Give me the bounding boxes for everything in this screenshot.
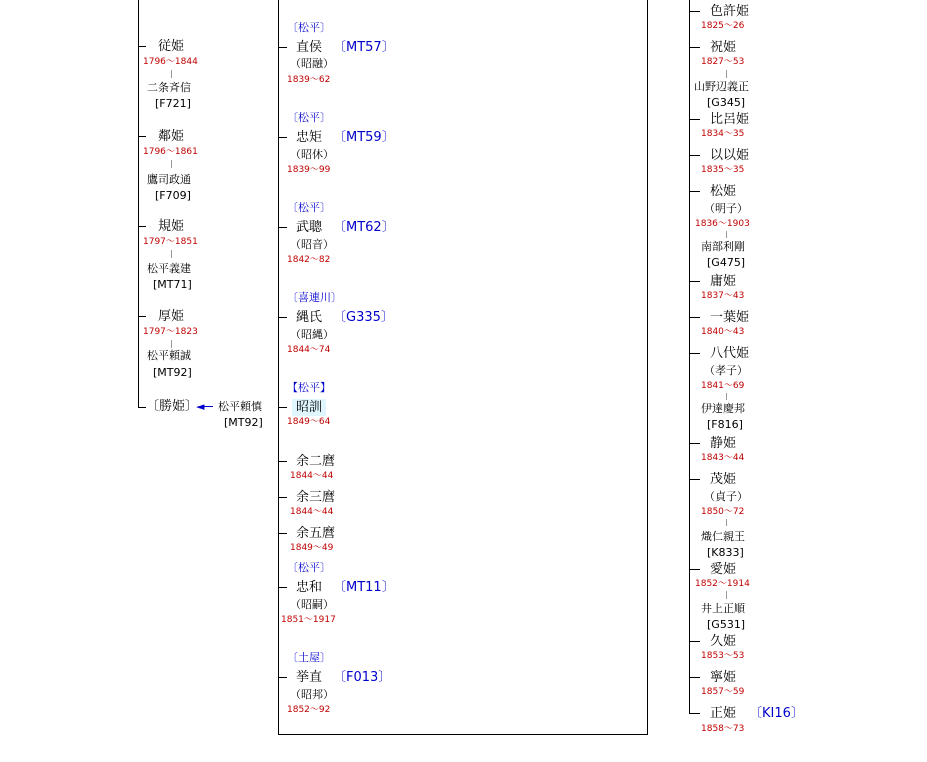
person-years: 1858〜73 xyxy=(701,724,745,734)
left-trunk-line xyxy=(138,0,139,408)
person-ref-link[interactable]: 〔MT59〕 xyxy=(333,130,395,145)
branch-line xyxy=(279,587,287,588)
clan-label: 〔松平〕 xyxy=(287,21,331,34)
person-alias: （昭邦） xyxy=(290,688,334,701)
adopter-ref[interactable]: [MT92] xyxy=(224,416,263,429)
branch-line xyxy=(279,461,287,462)
person-name[interactable]: 鄰姫 xyxy=(158,129,185,144)
person-name[interactable]: 八代姫 xyxy=(710,346,750,361)
person-ref-link[interactable]: 〔MT62〕 xyxy=(333,220,395,235)
person-name[interactable]: 比呂姫 xyxy=(710,112,750,127)
person-name[interactable]: 庸姫 xyxy=(710,274,737,289)
person-ref-link[interactable]: 〔MT11〕 xyxy=(333,580,395,595)
branch-line xyxy=(689,281,700,282)
person-years: 1797〜1851 xyxy=(143,237,198,247)
branch-line xyxy=(689,569,700,570)
person-name[interactable]: 祝姫 xyxy=(710,40,737,55)
person-years: 1843〜44 xyxy=(701,453,745,463)
spouse-ref[interactable]: [MT92] xyxy=(153,366,192,379)
spouse-name[interactable]: 松平頼誠 xyxy=(147,349,191,362)
marriage-line xyxy=(726,393,727,400)
person-years: 1857〜59 xyxy=(701,687,745,697)
person-years: 1796〜1861 xyxy=(143,147,198,157)
person-years: 1839〜99 xyxy=(287,165,331,175)
branch-line xyxy=(279,137,287,138)
marriage-line xyxy=(171,250,172,258)
branch-line xyxy=(689,353,700,354)
branch-line xyxy=(138,316,146,317)
person-name[interactable]: 余二麿 xyxy=(296,454,336,469)
person-ref-link[interactable]: 〔F013〕 xyxy=(333,670,392,685)
person-name[interactable]: 厚姫 xyxy=(158,309,185,324)
spouse-ref[interactable]: [MT71] xyxy=(153,278,192,291)
marriage-line xyxy=(726,591,727,599)
person-years: 1849〜64 xyxy=(287,417,331,427)
person-alias: （明子） xyxy=(704,202,748,215)
person-alias: （昭音） xyxy=(290,238,334,251)
branch-line xyxy=(138,407,146,408)
person-name[interactable]: 色許姫 xyxy=(710,4,750,19)
person-ref-link[interactable]: 〔G335〕 xyxy=(333,310,394,325)
person-years: 1796〜1844 xyxy=(143,57,198,67)
person-name[interactable]: 静姫 xyxy=(710,436,737,451)
person-years: 1835〜35 xyxy=(701,165,745,175)
clan-label: 〔松平〕 xyxy=(287,111,331,124)
branch-line xyxy=(138,136,146,137)
person-alias: （昭融） xyxy=(290,57,334,70)
person-name[interactable]: 寧姫 xyxy=(710,670,737,685)
person-name[interactable]: 従姫 xyxy=(158,39,185,54)
branch-line xyxy=(689,317,700,318)
arrow-left-icon: ◄ xyxy=(196,400,205,413)
spouse-ref[interactable]: [F816] xyxy=(707,418,743,431)
spouse-name[interactable]: 山野辺義正 xyxy=(694,80,749,93)
branch-line xyxy=(689,713,700,714)
person-years: 1825〜26 xyxy=(701,21,745,31)
clan-label: 〔土屋〕 xyxy=(287,651,331,664)
spouse-name[interactable]: 南部利剛 xyxy=(701,240,745,253)
branch-line xyxy=(689,47,700,48)
person-alias: （昭嗣） xyxy=(290,598,334,611)
person-years: 1827〜53 xyxy=(701,57,745,67)
spouse-ref[interactable]: [K833] xyxy=(707,546,744,559)
spouse-name[interactable]: 井上正順 xyxy=(701,602,745,615)
person-alias: （貞子） xyxy=(704,490,748,503)
person-years: 1844〜44 xyxy=(290,507,334,517)
branch-line xyxy=(279,407,287,408)
arrow-shaft xyxy=(204,406,213,407)
branch-line xyxy=(689,677,700,678)
person-name[interactable]: 挙直 xyxy=(296,670,323,685)
branch-line xyxy=(279,227,287,228)
spouse-name[interactable]: 二条斉信 xyxy=(147,81,191,94)
person-years: 1850〜72 xyxy=(701,507,745,517)
marriage-line xyxy=(171,340,172,348)
person-ref-link[interactable]: 〔MT57〕 xyxy=(333,40,395,55)
person-years: 1797〜1823 xyxy=(143,327,198,337)
spouse-ref[interactable]: [F721] xyxy=(155,97,191,110)
marriage-line xyxy=(726,519,727,526)
adopter-name[interactable]: 松平頼慎 xyxy=(218,400,262,413)
branch-line xyxy=(279,47,287,48)
person-name[interactable]: 縄氏 xyxy=(296,310,323,325)
spouse-name[interactable]: 熾仁親王 xyxy=(701,530,745,543)
person-years: 1836〜1903 xyxy=(695,219,750,229)
person-name[interactable]: 愛姫 xyxy=(710,562,737,577)
person-name[interactable]: 〔勝姫〕 xyxy=(146,399,199,414)
person-name[interactable]: 以以姫 xyxy=(710,148,750,163)
spouse-name[interactable]: 伊達慶邦 xyxy=(701,402,745,415)
person-name[interactable]: 正姫 xyxy=(710,706,737,721)
marriage-line xyxy=(726,231,727,238)
branch-line xyxy=(279,533,287,534)
branch-line xyxy=(279,317,287,318)
person-alias: （昭休） xyxy=(290,148,334,161)
spouse-ref[interactable]: [G531] xyxy=(707,618,746,631)
person-name[interactable]: 忠和 xyxy=(296,580,323,595)
branch-line xyxy=(279,677,287,678)
person-years: 1852〜1914 xyxy=(695,579,750,589)
person-name[interactable]: 余三麿 xyxy=(296,490,336,505)
person-name[interactable]: 松姫 xyxy=(710,184,737,199)
marriage-line xyxy=(171,70,172,78)
person-alias: （孝子） xyxy=(704,364,748,377)
spouse-name[interactable]: 鷹司政通 xyxy=(147,173,191,186)
person-alias: （昭縄） xyxy=(290,328,334,341)
branch-line xyxy=(689,479,700,480)
person-years: 1849〜49 xyxy=(290,543,334,553)
person-years: 1837〜43 xyxy=(701,291,745,301)
branch-line xyxy=(138,226,146,227)
branch-line xyxy=(689,11,700,12)
branch-line xyxy=(689,443,700,444)
spouse-ref[interactable]: [F709] xyxy=(155,189,191,202)
person-ref-link[interactable]: 〔KI16〕 xyxy=(749,706,804,721)
clan-label: 〔松平〕 xyxy=(287,201,331,214)
person-years: 1844〜44 xyxy=(290,471,334,481)
person-years: 1851〜1917 xyxy=(281,615,336,625)
person-name[interactable]: 武聰 xyxy=(296,220,323,235)
spouse-ref[interactable]: [G345] xyxy=(707,96,746,109)
right-trunk-line xyxy=(689,0,690,713)
clan-label: 〔松平〕 xyxy=(287,561,331,574)
person-years: 1852〜92 xyxy=(287,705,331,715)
branch-line xyxy=(689,641,700,642)
person-years: 1840〜43 xyxy=(701,327,745,337)
marriage-line xyxy=(171,160,172,168)
person-years: 1834〜35 xyxy=(701,129,745,139)
person-years: 1839〜62 xyxy=(287,75,331,85)
clan-label: 〔喜連川〕 xyxy=(287,291,342,304)
branch-line xyxy=(279,497,287,498)
branch-line xyxy=(138,46,146,47)
person-name[interactable]: 茂姫 xyxy=(710,472,737,487)
branch-line xyxy=(689,155,700,156)
branch-line xyxy=(689,119,700,120)
marriage-line xyxy=(726,70,727,78)
spouse-name[interactable]: 松平義建 xyxy=(147,262,191,275)
person-name[interactable]: 直侯 xyxy=(296,40,323,55)
person-years: 1841〜69 xyxy=(701,381,745,391)
person-name[interactable]: 規姫 xyxy=(158,219,185,234)
person-name[interactable]: 余五麿 xyxy=(296,526,336,541)
person-name[interactable]: 忠矩 xyxy=(296,130,323,145)
person-years: 1844〜74 xyxy=(287,345,331,355)
person-years: 1853〜53 xyxy=(701,651,745,661)
person-name-highlighted[interactable]: 昭訓 xyxy=(292,399,326,416)
person-name[interactable]: 一葉姫 xyxy=(710,310,750,325)
clan-label: 【松平】 xyxy=(287,381,331,394)
spouse-ref[interactable]: [G475] xyxy=(707,256,746,269)
branch-line xyxy=(689,191,700,192)
person-years: 1842〜82 xyxy=(287,255,331,265)
person-name[interactable]: 久姫 xyxy=(710,634,737,649)
